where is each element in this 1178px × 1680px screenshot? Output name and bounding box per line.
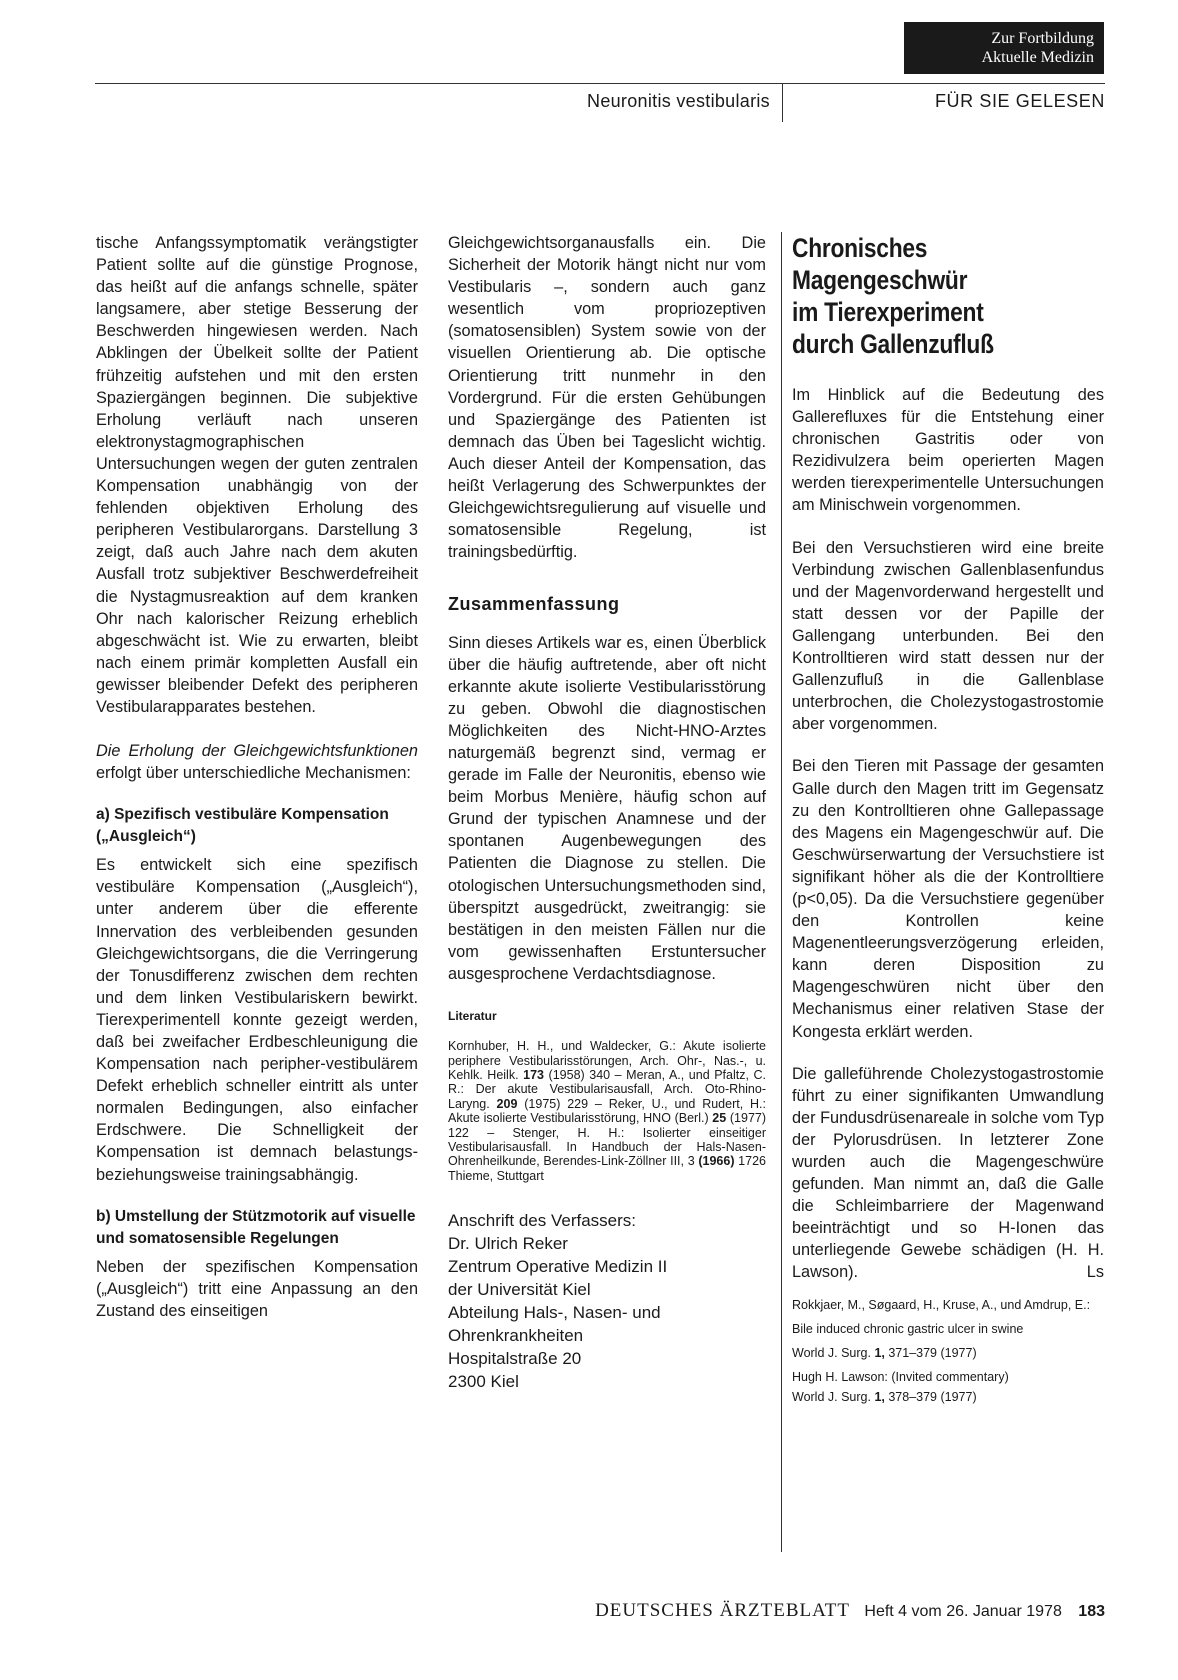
address-line: Abteilung Hals-, Nasen- und Ohrenkrankheiten [448, 1303, 661, 1346]
lit-volume: 209 [496, 1096, 518, 1111]
article-column-2 [448, 232, 766, 1393]
reference-title: Bile induced chronic gastric ulcer in swine [792, 1321, 1024, 1336]
summary-heading: Zusammenfassung [448, 594, 620, 615]
author-initials: Ls [1086, 1263, 1104, 1282]
literature-heading: Literatur [448, 1009, 497, 1023]
ref-text: 378–379 (1977) [884, 1389, 977, 1404]
body-paragraph: tische Anfangssymptomatik verängstigter Patient sollte auf die günstige Prognose, das heißt auf die anfangs schnelle, später langsamere, aber stetige Besserung der Beschwerden hingewiesen werden. Nach Abklingen der Übelkeit sollte der Patient frühzeitig aufstehen und mit den ersten Spaziergängen beginnen. Die subjektive Erholung verläuft nach unseren elektronystagmographischen Untersuchungen wegen der guten zentralen Kompensation unabhängig von der fehlenden objektiven Erholung des peripheren Vestibularorgans. Darstellung 3 zeigt, daß auch Jahre nach dem akuten Ausfall trotz subjektiver Beschwerdefreiheit die Nystagmusreaktion auf dem kranken Ohr nach kalorischer Reizung erheblich abgeschwächt ist. Wie zu erwarten, bleibt nach einem primär kompletten Ausfall ein gewisser bleibender Defekt des peripheren Vestibularapparates bestehen. [96, 234, 418, 716]
article-column-3 [792, 232, 1104, 1405]
lit-text: (1977) 122 – Stenger, H. H.: Isolierter einseitiger Vestibularisausfall. In Handbuch der Hals-Nasen-Ohrenheilkunde, Berendes-Link-Zöllner III, 3 [448, 1111, 767, 1169]
journal-name: DEUTSCHES ÄRZTEBLATT [595, 1600, 850, 1621]
ref-volume: 1, [874, 1389, 885, 1404]
address-line: Hospitalstraße 20 [448, 1349, 582, 1369]
reference-authors: Rokkjaer, M., Søgaard, H., Kruse, A., und Amdrup, E.: [792, 1297, 1091, 1312]
reference-source [792, 1346, 1104, 1361]
badge-line-1: Zur Fortbildung [991, 30, 1094, 47]
body-paragraph: Bei den Versuchstieren wird eine breite Verbindung zwischen Gallenblasenfundus und der Magenvorderwand hergestellt und statt dessen vor der Papille der Gallengang unterbunden. Bei den Kontrolltieren wird statt dessen nur der Gallenzufluß in die Gallenblase unterbrochen, die Cholezystogastrostomie aber vorgenommen. [792, 538, 1104, 734]
body-paragraph [96, 740, 418, 784]
article-column-1 [96, 232, 418, 1322]
literature-list [448, 1039, 766, 1183]
page-footer [478, 1600, 1105, 1622]
address-line: Anschrift des Verfassers: [448, 1211, 637, 1231]
address-line: der Universität Kiel [448, 1280, 591, 1300]
column-divider [781, 232, 782, 1552]
badge-line-2: Aktuelle Medizin [981, 49, 1094, 66]
body-paragraph: Gleichgewichtsorganausfalls ein. Die Sicherheit der Motorik hängt nicht nur vom Vestibularis –, sondern auch ganz wesentlich vom propriozeptiven (somatosensiblen) System sowie von der visuellen Orientierung ab. Die optische Orientierung tritt nunmehr in den Vordergrund. Für die ersten Gehübungen und Spaziergänge des Patienten ist demnach das Üben bei Tageslicht wichtig. Auch dieser Anteil der Kompensation, das heißt Verlagerung des Schwerpunktes der Gleichgewichtsregulierung auf visuelle und somatosensible Regelung, ist trainingsbedürftig. [448, 234, 766, 562]
body-paragraph: Neben der spezifischen Kompensation („Ausgleich“) tritt eine Anpassung an den Zustand des einseitigen [96, 1257, 418, 1320]
lit-volume: 173 [523, 1067, 544, 1082]
lit-text: (1958) 340 – Meran, A., und Pfaltz, C. R.: Der akute Vestibularisausfall, Arch. Oto-Rhino-Laryng. [448, 1067, 766, 1111]
address-line: Zentrum Operative Medizin II [448, 1257, 668, 1277]
running-title-left: Neuronitis vestibularis [587, 91, 770, 111]
lit-text: (1975) 229 – Reker, U., und Rudert, H.: Akute isolierte Vestibularisstörung, HNO (Berl.) [448, 1096, 766, 1126]
author-address [448, 1209, 766, 1393]
title-line: Magengeschwür [792, 265, 968, 295]
title-line: Chronisches [792, 233, 928, 263]
body-paragraph [792, 1063, 1104, 1284]
body-paragraph: Es entwickelt sich eine spezifisch vestibuläre Kompensation („Ausgleich“), unter anderem über die efferente Innervation des verbleibenden gesunden Gleichgewichtsorgans, die die Verringerung der Tonusdifferenz zwischen dem rechten und dem linken Vestibulariskern bewirkt. Tierexperimentell konnte gezeigt werden, daß bei zweifacher Erdbeschleunigung die Kompensation nach peripher-vestibulärem Defekt erheblich schneller eintritt als unter normalen Bedingungen, also einfacher Erdschwere. Die Schnelligkeit der Kompensation ist demnach belastungs- beziehungsweise trainingsabhängig. [96, 856, 418, 1184]
reference-block [792, 1298, 1104, 1405]
issue-info: Heft 4 vom 26. Januar 1978 [864, 1603, 1062, 1620]
article-title [792, 232, 1102, 360]
body-paragraph: Im Hinblick auf die Bedeutung des Gallerefluxes für die Entstehung einer chronischen Gastritis oder von Rezidivulzera beim operierten Magen werden tierexperimentelle Untersuchungen am Minischwein vorgenommen. [792, 386, 1104, 515]
ref-text: 371–379 (1977) [884, 1345, 977, 1360]
page-number: 183 [1078, 1603, 1105, 1620]
ref-volume: 1, [874, 1345, 885, 1360]
italic-phrase: Die Erholung der Gleichgewichtsfunktionen [96, 742, 418, 761]
ref-text: World J. Surg. [792, 1345, 875, 1360]
lit-text: Kornhuber, H. H., und Waldecker, G.: Akute isolierte periphere Vestibularisstörungen, Arch. Ohr-, Nas.-, u. Kehlk. Heilk. [448, 1039, 766, 1082]
reference-source [792, 1390, 1104, 1405]
lit-year: (1966) [698, 1154, 735, 1169]
ref-text: World J. Surg. [792, 1389, 875, 1404]
reference-commentary: Hugh H. Lawson: (Invited commentary) [792, 1369, 1009, 1384]
address-line: Dr. Ulrich Reker [448, 1234, 568, 1254]
header-divider [782, 84, 783, 122]
section-badge [904, 22, 1104, 74]
address-line: 2300 Kiel [448, 1372, 519, 1392]
summary-paragraph: Sinn dieses Artikels war es, einen Überblick über die häufig auftretende, aber oft nicht erkannte akute isolierte Vestibularisstörung zu geben. Obwohl die diagnostischen Möglichkeiten des Nicht-HNO-Arztes naturgemäß begrenzt sind, vermag er gerade im Falle der Neuronitis, ebenso wie beim Morbus Menière, häufig schon auf Grund der typischen Anamnese und der spontanen Augenbewegungen des Patienten die Diagnose zu stellen. Die otologischen Untersuchungsmethoden sind, überspitzt ausgedrückt, zweitrangig: sie bestätigen in den meisten Fällen nur die vom gewissenhaften Erstuntersucher ausgesprochene Verdachtsdiagnose. [448, 633, 766, 983]
title-line: durch Gallenzufluß [792, 329, 994, 359]
title-line: im Tierexperiment [792, 297, 984, 327]
body-paragraph: Bei den Tieren mit Passage der gesamten Galle durch den Magen tritt im Gegensatz zu den Kontrolltieren ohne Gallepassage des Magens ein Magengeschwür auf. Die Geschwürserwartung der Versuchstiere ist signifikant höher als die der Kontrolltiere (p<0,05). Da die Versuchstiere gegenüber den Kontrollen keine Magenentleerungsverzögerung erleiden, kann deren Disposition zu Magengeschwüren nicht über den Mechanismus einer relativen Stase der Kongesta erklärt werden. [792, 757, 1104, 1041]
lit-volume: 25 [712, 1111, 727, 1126]
paragraph-text: Die galleführende Cholezystogastrostomie führt zu einer signifikanten Umwandlung der Fundusdrüsenareale in solche vom Typ der Pylorusdrüsen. In letzterer Zone wurden auch die Magengeschwüre gefunden. Man nimmt an, daß die Galle die Schleimbarriere der Magenwand beeinträchtigt und so H-Ionen das unterliegende Gewebe schädigen (H. H. Lawson). [792, 1064, 1104, 1282]
header-rule [95, 83, 1105, 84]
subheading-b: b) Umstellung der Stützmotorik auf visuelle und somatosensible Regelungen [96, 1207, 416, 1247]
running-title-right: FÜR SIE GELESEN [934, 91, 1105, 111]
subheading-a: a) Spezifisch vestibuläre Kompensation („Ausgleich“) [96, 806, 389, 846]
paragraph-text: erfolgt über unterschiedliche Mechanismen: [96, 764, 411, 783]
lit-text: 1726 Thieme, Stuttgart [448, 1154, 766, 1183]
